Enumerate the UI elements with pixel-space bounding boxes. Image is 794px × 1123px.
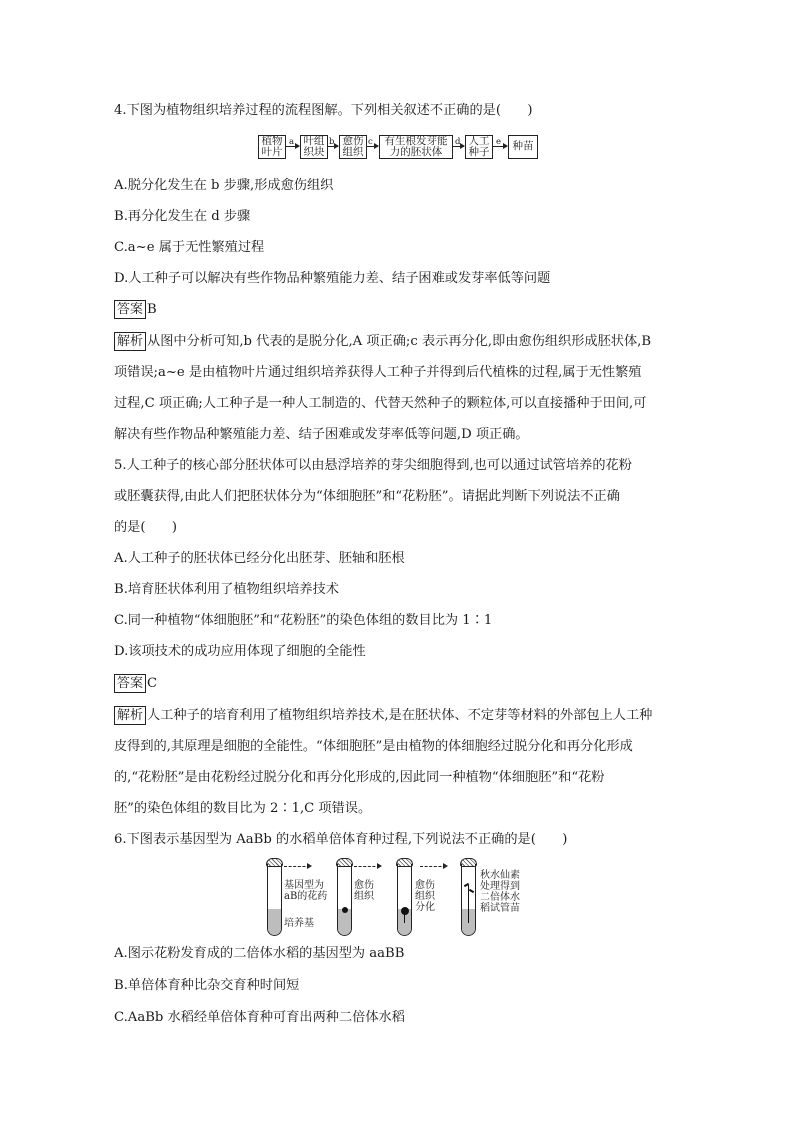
q4-analysis-line: 项错误;a~e 是由植物叶片通过组织培养获得人工种子并得到后代植株的过程,属于无性繁殖: [114, 365, 642, 380]
flow-box-artificial-seed: [465, 135, 493, 159]
q5-answer: [114, 674, 157, 694]
q4-option-a: A.脱分化发生在 b 步骤,形成愈伤组织: [114, 178, 334, 193]
flow-box-text: 有生根发芽能 力的胚状体: [384, 134, 448, 158]
flow-box-text: 植物 叶片: [261, 134, 283, 158]
tube2-label: 愈伤 组织: [354, 880, 374, 902]
flow-label-b: b: [329, 137, 335, 147]
q5-analysis-line: 皮得到的,其原理是细胞的全能性。“体细胞胚”是由植物的体细胞经过脱分化和再分化形成: [114, 739, 633, 754]
flow-box-callus: [339, 135, 367, 159]
flow-label-d: d: [455, 137, 461, 147]
analysis-text: 人工种子的培育利用了植物组织培养技术,是在胚状体、不定芽等材料的外部包上人工种: [147, 708, 653, 723]
q5-option-d: D.该项技术的成功应用体现了细胞的全能性: [114, 644, 366, 659]
tube4-label: 秋水仙素 处理得到 二倍体水 稻试管苗: [480, 870, 520, 914]
flow-box-embryoid: [379, 135, 453, 159]
q6-option-a: A.图示花粉发育成的二倍体水稻的基因型为 aaBB: [114, 946, 405, 961]
answer-value: C: [147, 676, 158, 691]
flow-label-a: a: [289, 137, 295, 147]
culture-medium-label: 培养基: [284, 918, 314, 929]
q5-option-c: C.同一种植物“体细胞胚”和“花粉胚”的染色体组的数目比为 1∶1: [114, 613, 493, 628]
q4-option-d: D.人工种子可以解决有些作物品种繁殖能力差、结子困难或发芽率低等问题: [114, 271, 551, 286]
q6-option-c: C.AaBb 水稻经单倍体育种可育出两种二倍体水稻: [114, 1010, 405, 1025]
process-arrow: [354, 866, 380, 867]
q4-option-c: C.a~e 属于无性繁殖过程: [114, 240, 265, 255]
analysis-tag: 解析: [114, 332, 146, 351]
answer-tag: 答案: [114, 674, 146, 693]
q4-analysis-line: [114, 332, 651, 352]
process-arrow: [284, 866, 310, 867]
test-tube-1: [267, 864, 282, 936]
test-tube-4: [461, 864, 476, 936]
flow-box-leaf: [258, 135, 286, 159]
answer-value: B: [147, 302, 157, 317]
q4-stem: 4.下图为植物组织培养过程的流程图解。下列相关叙述不正确的是( ): [114, 103, 533, 118]
q6-stem: 6.下图表示基因型为 AaBb 的水稻单倍体育种过程,下列说法不正确的是( ): [114, 832, 568, 847]
q5-stem-line: 5.人工种子的核心部分胚状体可以由悬浮培养的芽尖细胞得到,也可以通过试管培养的花粉: [114, 458, 632, 473]
flow-label-c: c: [368, 137, 373, 147]
analysis-text: 从图中分析可知,b 代表的是脱分化,A 项正确;c 表示再分化,即由愈伤组织形成胚状体,B: [147, 334, 652, 349]
flow-label-e: e: [496, 137, 502, 147]
q6-tube-figure: [262, 858, 532, 940]
tube3-label: 愈伤 组织 分化: [415, 880, 435, 913]
q4-analysis-line: 解决有些作物品种繁殖能力差、结子困难或发芽率低等问题,D 项正确。: [114, 427, 529, 442]
q5-option-b: B.培育胚状体利用了植物组织培养技术: [114, 582, 339, 597]
test-tube-3: [397, 864, 412, 936]
q5-analysis-line: [114, 706, 652, 726]
process-arrow: [420, 866, 446, 867]
flow-box-text: 愈伤 组织: [342, 134, 364, 158]
flow-box-text: 人工 种子: [468, 134, 490, 158]
q4-analysis-line: 过程,C 项正确;人工种子是一种人工制造的、代替天然种子的颗粒体,可以直接播种于田间,可: [114, 396, 647, 411]
q5-stem-line: 或胚囊获得,由此人们把胚状体分为“体细胞胚”和“花粉胚”。请据此判断下列说法不正确: [114, 489, 620, 504]
q5-analysis-line: 的,“花粉胚”是由花粉经过脱分化和再分化形成的,因此同一种植物“体细胞胚”和“花粉: [114, 770, 605, 785]
q5-option-a: A.人工种子的胚状体已经分化出胚芽、胚轴和胚根: [114, 551, 405, 566]
tube1-label: 基因型为 aB的花药: [284, 880, 328, 902]
q4-answer: [114, 300, 157, 320]
q4-option-b: B.再分化发生在 d 步骤: [114, 209, 251, 224]
answer-tag: 答案: [114, 300, 146, 319]
flow-box-text: 种苗: [512, 140, 534, 153]
flow-box-seedling: [508, 135, 538, 159]
test-tube-2: [337, 864, 352, 936]
analysis-tag: 解析: [114, 706, 146, 725]
q5-stem-line: 的是( ): [114, 520, 178, 535]
flow-box-leaf-tissue: [300, 135, 328, 159]
flow-box-text: 叶组 织块: [303, 134, 325, 158]
q5-analysis-line: 胚”的染色体组的数目比为 2∶1,C 项错误。: [114, 801, 372, 816]
q6-option-b: B.单倍体育种比杂交育种时间短: [114, 978, 300, 993]
